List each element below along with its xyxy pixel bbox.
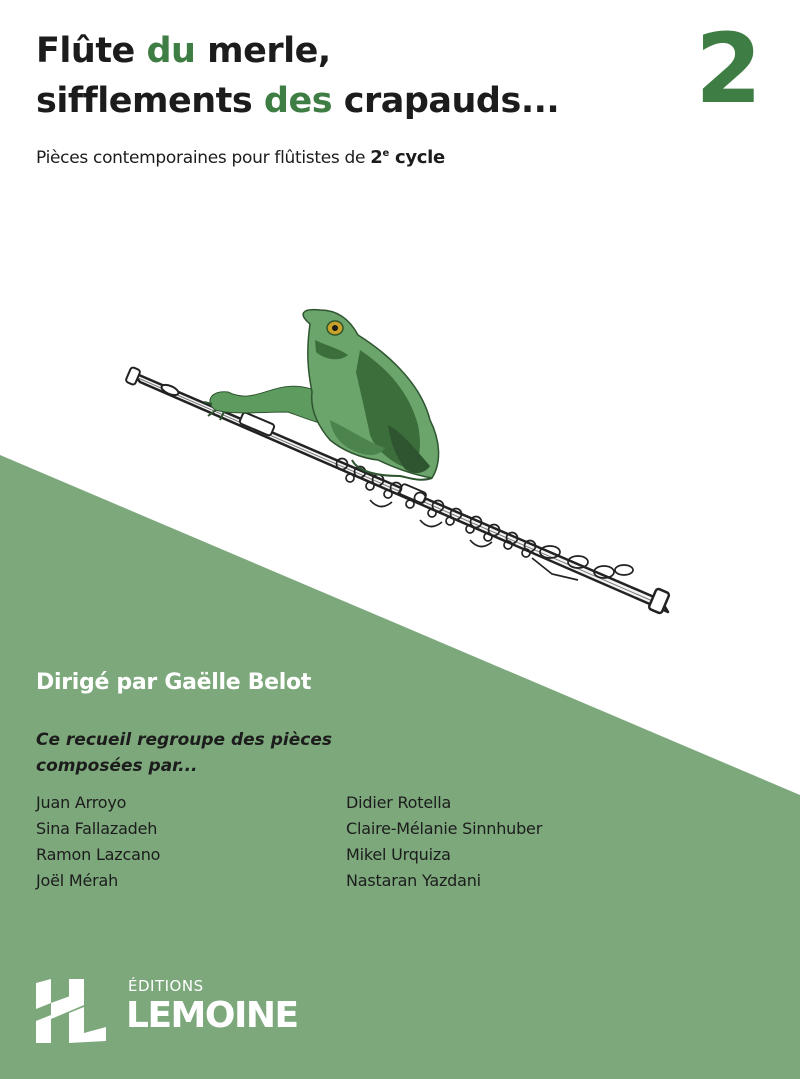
title-accent-2: des [263, 81, 333, 121]
composer-name: Mikel Urquiza [346, 845, 451, 864]
lemoine-logo-mark [36, 979, 106, 1043]
director-credit: Dirigé par Gaëlle Belot [36, 670, 312, 695]
composer-name: Nastaran Yazdani [346, 871, 481, 890]
title-part-1: Flûte [36, 31, 147, 71]
title-accent-1: du [146, 31, 196, 71]
subtitle-cycle [370, 147, 445, 168]
cover-subtitle [36, 147, 445, 168]
composer-name: Ramon Lazcano [36, 845, 161, 864]
publisher-name: LEMOINE [126, 995, 298, 1036]
volume-number: 2 [695, 13, 762, 125]
cycle-superscript: e [382, 148, 389, 159]
composer-name: Joël Mérah [36, 871, 119, 890]
publisher-editions: ÉDITIONS [128, 977, 204, 995]
cycle-number: 2 [370, 147, 383, 168]
intro-text: Ce recueil regroupe des pièces composées par... [36, 730, 332, 776]
composer-list [36, 790, 596, 894]
title-part-4: crapauds... [332, 81, 560, 121]
title-part-2: merle, [195, 31, 331, 71]
title-part-3: sifflements [36, 81, 264, 121]
cycle-word: cycle [389, 147, 445, 168]
publisher-logo [36, 975, 316, 1045]
cover-title [36, 26, 559, 126]
subtitle-text: Pièces contemporaines pour flûtistes de [36, 148, 371, 168]
composer-name: Didier Rotella [346, 793, 452, 812]
composer-name: Sina Fallazadeh [36, 819, 158, 838]
composer-name: Claire-Mélanie Sinnhuber [346, 819, 543, 838]
toad-on-flute-illustration [120, 300, 680, 630]
composer-name: Juan Arroyo [36, 793, 127, 812]
